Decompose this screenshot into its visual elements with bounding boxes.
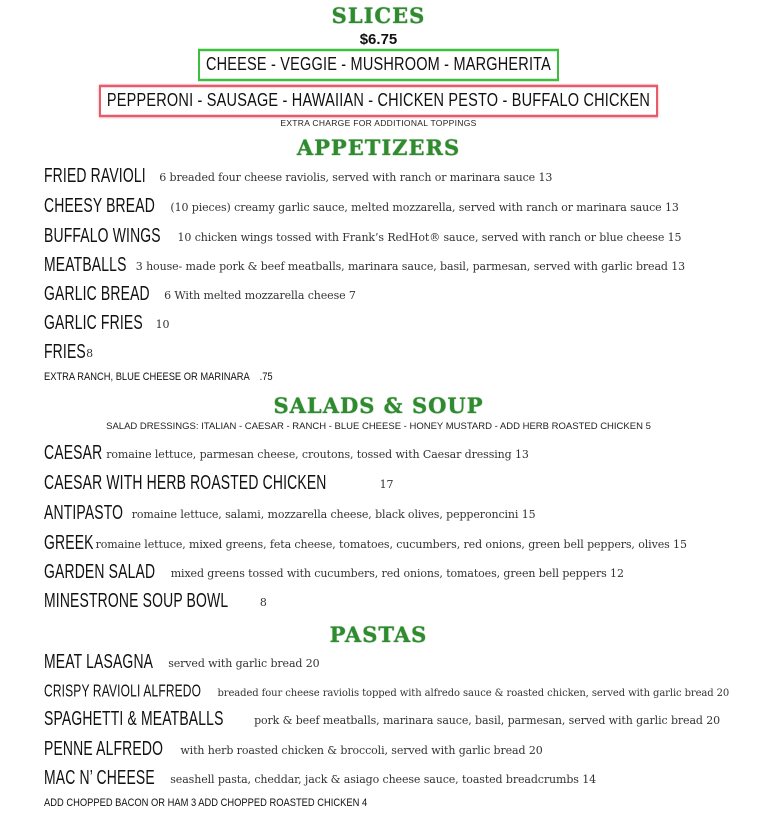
menu-item xyxy=(44,443,529,463)
salads-heading: SALADS & SOUP xyxy=(273,393,484,418)
item-name: GARLIC FRIES xyxy=(44,311,143,334)
item-name: FRIED RAVIOLI xyxy=(44,164,146,187)
item-name: CHEESY BREAD xyxy=(44,194,155,217)
item-description: seashell pasta, cheddar, jack & asiago cheese sauce, toasted breadcrumbs 14 xyxy=(170,773,597,786)
item-description: served with garlic bread 20 xyxy=(168,657,320,670)
item-description: 8 xyxy=(86,347,94,360)
item-name: CAESAR xyxy=(44,441,103,464)
menu-item xyxy=(44,166,552,186)
menu-item xyxy=(44,533,687,553)
item-name: SPAGHETTI & MEATBALLS xyxy=(44,707,224,730)
item-name: CAESAR WITH HERB ROASTED CHICKEN xyxy=(44,471,327,494)
extra-sauce-note xyxy=(44,371,273,383)
menu-item xyxy=(44,709,720,729)
menu-item xyxy=(44,313,169,333)
extra-sauce-price: .75 xyxy=(259,371,273,383)
item-description: 10 xyxy=(155,318,170,331)
item-name: GARDEN SALAD xyxy=(44,560,156,583)
menu-item xyxy=(44,503,536,523)
item-name: CRISPY RAVIOLI ALFREDO xyxy=(44,681,202,702)
extra-sauce-label: EXTRA RANCH, BLUE CHEESE OR MARINARA xyxy=(44,371,250,383)
standard-slices-box: CHEESE - VEGGIE - MUSHROOM - MARGHERITA xyxy=(198,49,559,82)
menu-item xyxy=(44,473,393,493)
item-name: FRIES xyxy=(44,340,86,363)
item-description: (10 pieces) creamy garlic sauce, melted mozzarella, served with ranch or marinara sauce 13 xyxy=(170,201,679,214)
item-description: breaded four cheese raviolis topped with alfredo sauce & roasted chicken, served with garlic bread 20 xyxy=(217,688,730,699)
menu-item xyxy=(44,681,729,700)
item-description: with herb roasted chicken & broccoli, served with garlic bread 20 xyxy=(180,744,543,757)
slices-price: $6.75 xyxy=(359,31,398,48)
menu-item xyxy=(44,739,543,759)
item-name: PENNE ALFREDO xyxy=(44,737,164,760)
item-description: 6 breaded four cheese raviolis, served with ranch or marinara sauce 13 xyxy=(159,171,553,184)
item-description: romaine lettuce, salami, mozzarella cheese, black olives, pepperoncini 15 xyxy=(131,508,536,521)
item-description: 8 xyxy=(259,596,267,609)
item-name: BUFFALO WINGS xyxy=(44,224,161,247)
item-description: 17 xyxy=(379,478,394,491)
menu-item xyxy=(44,226,681,246)
item-name: MEAT LASAGNA xyxy=(44,650,154,673)
item-description: 3 house- made pork & beef meatballs, marinara sauce, basil, parmesan, served with garlic bread 13 xyxy=(135,260,686,273)
item-name: MEATBALLS xyxy=(44,253,127,276)
menu-item xyxy=(44,342,93,362)
appetizers-heading: APPETIZERS xyxy=(296,135,461,160)
specialty-slices-box: PEPPERONI - SAUSAGE - HAWAIIAN - CHICKEN PESTO - BUFFALO CHICKEN xyxy=(99,85,658,118)
pastas-heading: PASTAS xyxy=(329,622,428,647)
menu-item xyxy=(44,768,596,788)
item-description: mixed greens tossed with cucumbers, red onions, tomatoes, green bell peppers 12 xyxy=(170,567,624,580)
item-description: romaine lettuce, parmesan cheese, croutons, tossed with Caesar dressing 13 xyxy=(106,448,529,461)
item-description: 10 chicken wings tossed with Frank’s RedHot® sauce, served with ranch or blue cheese 15 xyxy=(177,231,682,244)
item-name: GREEK xyxy=(44,531,94,554)
slices-heading: SLICES xyxy=(331,3,426,28)
item-name: MINESTRONE SOUP BOWL xyxy=(44,589,229,612)
menu-item xyxy=(44,652,320,672)
menu-item xyxy=(44,591,267,611)
toppings-note: EXTRA CHARGE FOR ADDITIONAL TOPPINGS xyxy=(280,118,477,128)
salad-dressings-note: SALAD DRESSINGS: ITALIAN - CAESAR - RANCH - BLUE CHEESE - HONEY MUSTARD - ADD HERB ROASTED CHICKEN 5 xyxy=(106,421,651,432)
item-description: pork & beef meatballs, marinara sauce, basil, parmesan, served with garlic bread 20 xyxy=(254,714,721,727)
menu-item xyxy=(44,196,679,216)
item-description: romaine lettuce, mixed greens, feta cheese, tomatoes, cucumbers, red onions, green bell peppers, olives 15 xyxy=(95,538,687,551)
item-name: GARLIC BREAD xyxy=(44,282,150,305)
pasta-addons-note: ADD CHOPPED BACON OR HAM 3 ADD CHOPPED ROASTED CHICKEN 4 xyxy=(44,797,368,809)
item-name: ANTIPASTO xyxy=(44,501,124,524)
item-name: MAC N’ CHEESE xyxy=(44,766,155,789)
menu-item xyxy=(44,562,624,582)
menu-item xyxy=(44,284,356,304)
item-description: 6 With melted mozzarella cheese 7 xyxy=(164,289,356,302)
menu-item xyxy=(44,255,685,275)
